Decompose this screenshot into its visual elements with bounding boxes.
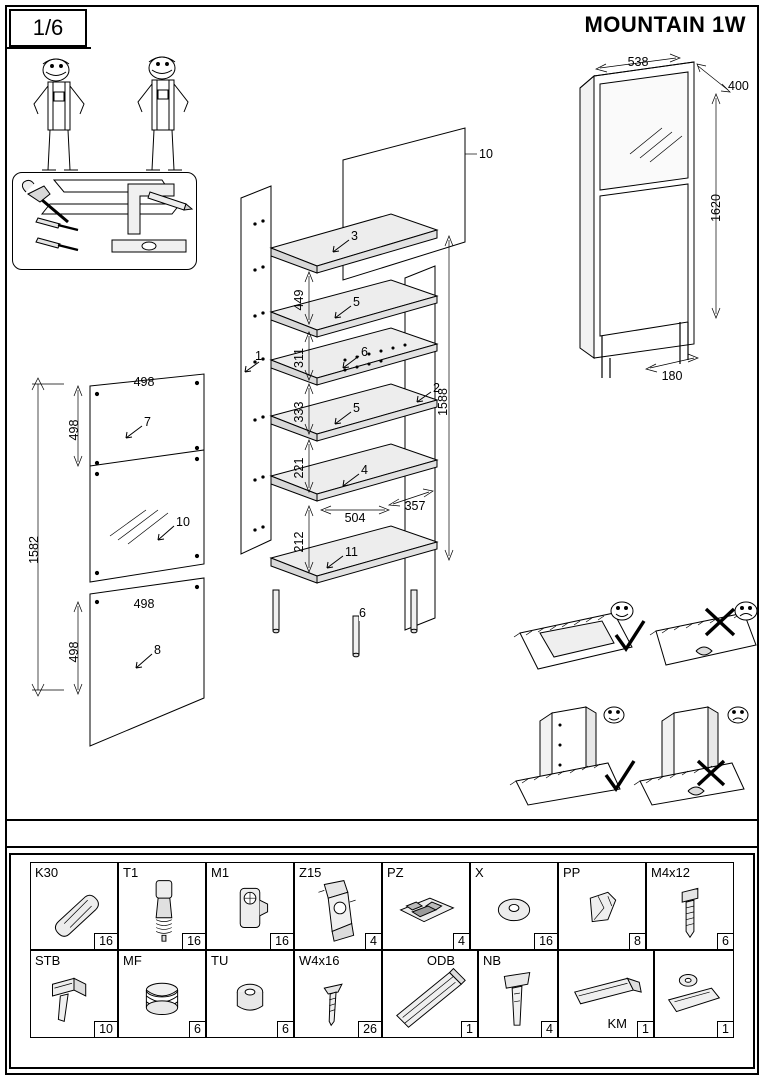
callout-3: 3 (351, 229, 358, 243)
part-qty-x: 16 (534, 933, 557, 949)
page-number-box (9, 9, 87, 47)
dim-400: 400 (728, 79, 749, 93)
dim-504: 504 (344, 511, 366, 525)
part-name-pz: PZ (387, 865, 404, 880)
dim-221: 221 (292, 457, 306, 479)
part-qty-tu: 6 (277, 1021, 293, 1037)
callout-7: 6 (361, 345, 368, 359)
callout-1: 1 (255, 349, 262, 363)
dim-panel8-height: 498 (67, 419, 81, 441)
part-qty-m1: 16 (270, 933, 293, 949)
dim-1588: 1588 (436, 388, 450, 416)
part-name-t1: T1 (123, 865, 139, 880)
dim-449: 449 (292, 289, 306, 311)
dim-212: 212 (292, 531, 306, 553)
part-cell-x (470, 862, 558, 950)
part-name-w4x16: W4x16 (299, 953, 340, 968)
part-qty-t1: 16 (182, 933, 205, 949)
part-cell-damper (654, 950, 734, 1038)
part-name-pp: PP (563, 865, 581, 880)
part-cell-t1 (118, 862, 206, 950)
part-name-odb: ODB (426, 953, 455, 968)
part-cell-z15 (294, 862, 382, 950)
part-qty-km: 1 (637, 1021, 653, 1037)
dim-panel9-width: 498 (133, 597, 155, 611)
dim-1620: 1620 (709, 194, 723, 222)
part-cell-pz (382, 862, 470, 950)
part-name-z15: Z15 (299, 865, 322, 880)
part-name-k30: K30 (35, 865, 59, 880)
dim-357: 357 (404, 499, 426, 513)
parts-divider (7, 846, 757, 848)
panels-exploded-group (18, 350, 258, 770)
part-qty-m4x12: 6 (717, 933, 733, 949)
part-cell-stb (30, 950, 118, 1038)
page-number: 1/6 (32, 15, 64, 40)
part-qty-damper: 1 (717, 1021, 733, 1037)
part-cell-k30 (30, 862, 118, 950)
callout-6: 4 (361, 463, 368, 477)
callout-9: 8 (154, 643, 161, 657)
callout-6-label: 6 (359, 606, 366, 620)
part-qty-pp: 8 (629, 933, 645, 949)
part-name-m4x12: M4x12 (651, 865, 691, 880)
callout-2: 2 (433, 381, 440, 395)
part-cell-m1 (206, 862, 294, 950)
part-name-stb: STB (35, 953, 61, 968)
part-cell-m4x12 (646, 862, 734, 950)
part-cell-odb (382, 950, 478, 1038)
part-qty-pz: 4 (453, 933, 469, 949)
dim-panel9-height: 498 (67, 641, 81, 663)
part-name-tu: TU (211, 953, 229, 968)
callout-5a: 5 (353, 295, 360, 309)
part-cell-pp (558, 862, 646, 950)
part-qty-k30: 16 (94, 933, 117, 949)
page-number-divider (7, 47, 91, 49)
callout-8: 7 (144, 415, 151, 429)
part-name-x: X (475, 865, 484, 880)
dim-side-total: 1582 (27, 536, 41, 564)
part-name-m1: M1 (211, 865, 230, 880)
part-cell-km (558, 950, 654, 1038)
part-qty-mf: 6 (189, 1021, 205, 1037)
page-title: MOUNTAIN 1W (584, 12, 746, 37)
dim-311: 311 (292, 348, 306, 368)
callout-11: 10 (479, 147, 493, 161)
part-cell-tu (206, 950, 294, 1038)
part-qty-w4x16: 26 (358, 1021, 381, 1037)
callout-5b: 5 (353, 401, 360, 415)
part-qty-stb: 10 (94, 1021, 117, 1037)
two-people-illustration (12, 52, 212, 182)
part-cell-nb (478, 950, 558, 1038)
part-cell-mf (118, 950, 206, 1038)
part-name-km: KM (607, 1016, 627, 1031)
part-name-nb: NB (483, 953, 502, 968)
part-name-mf: MF (123, 953, 142, 968)
part-qty-z15: 4 (365, 933, 381, 949)
tools-illustration (16, 176, 196, 271)
dim-333: 333 (292, 401, 306, 423)
dim-180: 180 (661, 369, 683, 383)
callout-10: 10 (176, 515, 190, 529)
dim-panel8-width: 498 (133, 375, 155, 389)
callout-11-mask (478, 385, 496, 401)
part-cell-w4x16 (294, 950, 382, 1038)
callout-4: 11 (345, 545, 358, 559)
dim-538: 538 (627, 55, 649, 69)
finished-product-view (576, 55, 764, 388)
part-qty-odb: 1 (461, 1021, 477, 1037)
section-divider (7, 819, 757, 821)
handling-warning-illustrations (510, 595, 750, 795)
part-qty-nb: 4 (541, 1021, 557, 1037)
